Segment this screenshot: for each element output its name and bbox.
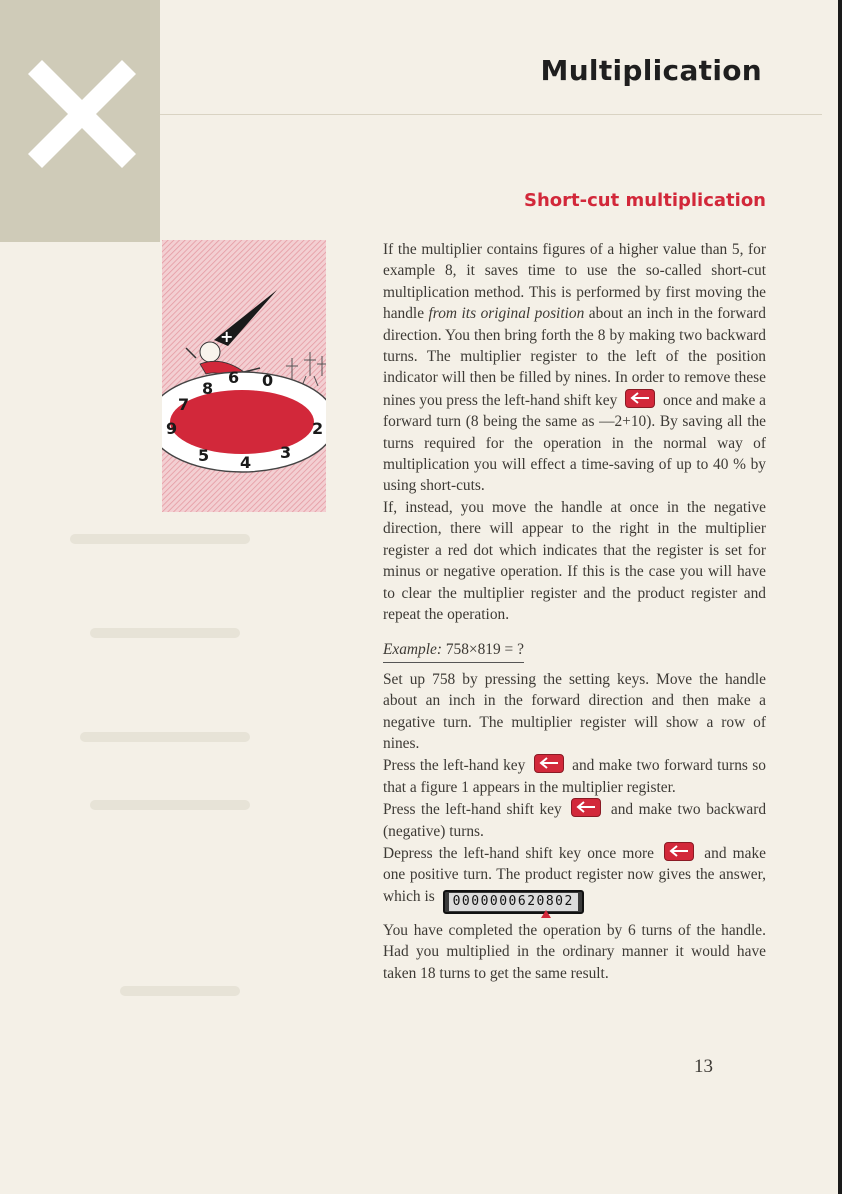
dial-number: 0 <box>262 371 274 390</box>
dial-number: 7 <box>178 395 190 414</box>
step-set-up: Set up 758 by pressing the setting keys. Move the handle about an inch in the forward direction and then make a negative turn. The multiplier register will show a row of nines. <box>383 670 766 752</box>
header-rule <box>160 114 822 115</box>
bleed-through-mark <box>120 986 240 996</box>
bleed-through-mark <box>70 534 250 544</box>
register-digits: 0000000620802 <box>449 893 578 911</box>
section-heading: Short-cut multiplication <box>524 190 766 211</box>
paragraph-result: You have completed the operation by 6 turns of the handle. Had you multiplied in the ordinary manner it would have taken 18 turns to get the same result. <box>383 921 766 982</box>
step-press-key: Press the left-hand key and make two forward turns so that a figure 1 appears in the multiplier register. <box>383 754 766 798</box>
svg-text:+: + <box>220 327 234 346</box>
dial-number: 3 <box>280 443 292 462</box>
left-shift-key-icon <box>625 389 655 408</box>
paragraph-intro: If the multiplier contains figures of a higher value than 5, for example 8, it saves time to use the so-called short-cut multiplication method. This is performed by first moving the handle from its original position about an inch in the forward direction. You then bring forth the 8 by making two backward turns. The multiplier register to the left of the position indicator will then be filled by nines. In order to remove these nines you press the left-hand shift key once and make a forward turn (8 being the same as —2+10). By saving all the turns required for the operation in the normal way of multiplication you will effect a time-saving of up to 40 % by using short-cuts. <box>383 241 766 495</box>
dial-number: 2 <box>312 419 324 438</box>
emphasis: from its original position <box>428 305 585 323</box>
product-register-display <box>443 890 584 914</box>
step-shift-positive: Depress the left-hand shift key once more and make one positive turn. The product register now gives the answer, which is 0000000620802 <box>383 842 766 914</box>
step-shift-backward: Press the left-hand shift key and make two backward (negative) turns. <box>383 798 766 842</box>
dial-number: 8 <box>202 379 214 398</box>
dial-number: 4 <box>240 453 252 472</box>
gnome-dial-illustration <box>162 240 326 512</box>
section-tab <box>0 0 160 242</box>
bleed-through-mark <box>80 732 250 742</box>
page-edge <box>838 0 842 1194</box>
example-heading: Example: 758×819 = ? <box>383 639 524 662</box>
dial-number: 5 <box>198 446 210 465</box>
position-indicator-icon <box>541 910 551 918</box>
page-number: 13 <box>694 1056 713 1077</box>
body-text <box>383 239 766 984</box>
bleed-through-mark <box>90 800 250 810</box>
paragraph-negative: If, instead, you move the handle at once in the negative direction, there will appear to the right in the multiplier register a red dot which indicates that the register is set for minus or negative operation. If this is the case you will have to clear the multiplier register and the product register and repeat the operation. <box>383 498 766 623</box>
left-shift-key-icon <box>664 842 694 861</box>
page-title: Multiplication <box>540 54 762 87</box>
bleed-through-mark <box>90 628 240 638</box>
left-shift-key-icon <box>534 754 564 773</box>
left-shift-key-icon <box>571 798 601 817</box>
dial-number: 9 <box>166 419 178 438</box>
dial-number: 6 <box>228 368 240 387</box>
multiply-cross-icon <box>28 60 136 168</box>
dial-center <box>170 390 314 454</box>
